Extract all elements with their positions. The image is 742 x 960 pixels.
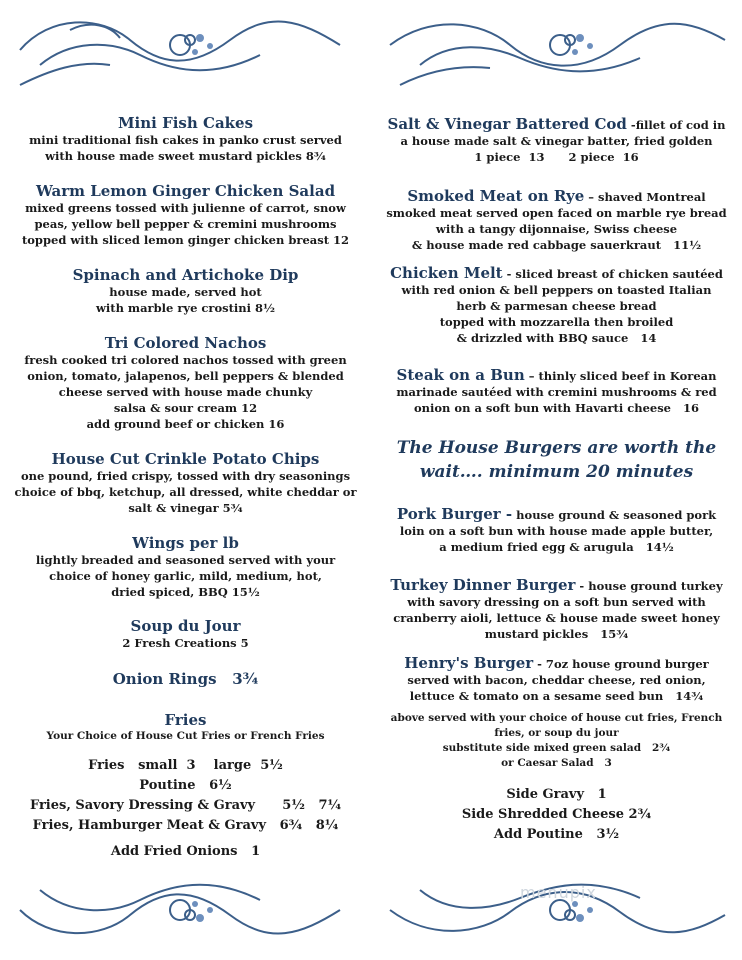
item-desc-line: served with bacon, cheddar cheese, red onion, [407,673,706,687]
menu-item-turkey-dinner-burger [371,575,742,642]
side-extras [371,785,742,845]
extra-line: Add Poutine 3½ [493,827,620,842]
menu-item-smoked-meat-on-rye [371,186,742,253]
menu-item-spinach-artichoke-dip [0,266,371,316]
item-desc-line: with marble rye crostini 8½ [95,301,276,315]
menu-item-crinkle-potato-chips [0,450,371,516]
item-desc-line: add ground beef or chicken 16 [86,417,285,431]
item-title: Soup du Jour [130,617,241,635]
menu-item-tri-colored-nachos [0,334,371,432]
item-lead: - house ground turkey [575,579,723,593]
menu-item-salt-vinegar-cod [371,114,742,165]
item-title: Henry's Burger [404,654,534,672]
burger-sides-note [371,711,742,771]
menu-item-onion-rings [0,670,371,688]
item-lead: - 7oz house ground burger [533,657,709,671]
menupix-watermark: menupix [520,883,597,902]
menu-item-wings [0,534,371,600]
fries-subtitle: Your Choice of House Cut Fries or French Fries [46,730,325,742]
fries-options [0,756,371,836]
item-desc-line: mustard pickles 15¾ [484,627,629,641]
fries-option: Poutine 6½ [139,778,232,793]
item-title: Mini Fish Cakes [117,114,254,132]
extra-line: Side Shredded Cheese 2¾ [461,807,652,822]
item-desc-line: choice of honey garlic, mild, medium, hot, [49,569,322,583]
menu-item-henrys-burger [371,653,742,704]
fries-option: Fries small 3 large 5½ [88,758,283,773]
item-title: House Cut Crinkle Potato Chips [51,450,320,468]
item-title: Tri Colored Nachos [104,334,267,352]
item-desc-line: loin on a soft bun with house made apple butter, [399,524,714,538]
item-title: Fries [164,711,207,729]
item-desc-line: herb & parmesan cheese bread [456,299,657,313]
top-left-swirl-ornament [10,10,350,90]
item-desc-line: a medium fried egg & arugula 14½ [439,540,674,554]
item-title: Pork Burger - [396,505,513,523]
burger-note-line: The House Burgers are worth the [396,438,717,458]
item-desc-line: smoked meat served open faced on marble rye bread [386,206,727,220]
menu-item-mini-fish-cakes [0,114,371,164]
item-title: Smoked Meat on Rye [407,187,585,205]
item-desc-line: mini traditional fish cakes in panko crust served [29,133,342,147]
bottom-right-swirl-ornament [380,870,730,950]
item-desc-line: topped with mozzarella then broiled [439,315,674,329]
item-desc-line: house made, served hot [109,285,262,299]
sides-note-line: or Caesar Salad 3 [501,757,612,769]
item-desc-line: one pound, fried crispy, tossed with dry seasonings [20,469,351,483]
item-title: Turkey Dinner Burger [390,576,576,594]
fries-option: Fries, Hamburger Meat & Gravy 6¾ 8¼ [32,818,339,833]
add-on-line: Add Fried Onions 1 [110,844,261,859]
item-title: Wings per lb [132,534,239,552]
item-desc-line: & drizzled with BBQ sauce 14 [456,331,657,345]
item-desc-line: a house made salt & vinegar batter, fried golden [400,134,713,148]
sides-note-line: above served with your choice of house cut fries, French [390,712,723,724]
menu-item-soup-du-jour [0,617,371,651]
item-title: Spinach and Artichoke Dip [72,266,299,284]
item-desc-line: with a tangy dijonnaise, Swiss cheese [435,222,678,236]
item-desc-line: 1 piece 13 2 piece 16 [474,150,639,164]
item-desc-line: choice of bbq, ketchup, all dressed, white cheddar or [14,485,357,499]
bottom-left-swirl-ornament [10,870,350,950]
menu-item-fries [0,711,371,744]
menu-item-warm-lemon-ginger-chicken-salad [0,182,371,248]
item-desc-line: cranberry aioli, lettuce & house made sweet honey [393,611,720,625]
item-desc-line: 2 Fresh Creations 5 [122,636,249,650]
item-lead: -fillet of cod in [626,118,726,132]
item-title: Chicken Melt [390,264,503,282]
item-desc-line: mixed greens tossed with julienne of carrot, snow [25,201,346,215]
item-desc-line: onion, tomato, jalapenos, bell peppers & blended [27,369,344,383]
item-desc-line: marinade sautéed with cremini mushrooms & red [396,385,717,399]
sides-note-line: substitute side mixed green salad 2¾ [442,742,671,754]
item-lead: – shaved Montreal [584,190,706,204]
item-desc-line: & house made red cabbage sauerkraut 11½ [411,238,702,252]
item-title: Steak on a Bun [396,366,525,384]
menu-item-chicken-melt [371,263,742,346]
sides-note-line: fries, or soup du jour [494,727,619,739]
item-desc-line: cheese served with house made chunky [58,385,313,399]
item-desc-line: onion on a soft bun with Havarti cheese 16 [413,401,700,415]
item-title: Warm Lemon Ginger Chicken Salad [35,182,336,200]
fries-option: Fries, Savory Dressing & Gravy 5½ 7¼ [29,798,342,813]
item-desc-line: salt & vinegar 5¾ [128,501,243,515]
burger-note-line: wait…. minimum 20 minutes [419,462,694,482]
item-desc-line: lightly breaded and seasoned served with your [35,553,336,567]
house-burgers-note [371,436,742,484]
item-title: Onion Rings 3¾ [112,670,259,688]
menu-item-steak-on-a-bun [371,365,742,416]
add-fried-onions [0,842,371,862]
top-right-swirl-ornament [380,10,730,90]
item-desc-line: with savory dressing on a soft bun served with [407,595,706,609]
item-desc-line: peas, yellow bell pepper & cremini mushrooms [34,217,337,231]
item-desc-line: topped with sliced lemon ginger chicken breast 12 [21,233,350,247]
item-desc-line: dried spiced, BBQ 15½ [111,585,260,599]
item-desc-line: salsa & sour cream 12 [113,401,258,415]
item-lead: – thinly sliced beef in Korean [524,369,717,383]
item-lead: - sliced breast of chicken sautéed [502,267,723,281]
item-lead: house ground & seasoned pork [512,508,717,522]
extra-line: Side Gravy 1 [506,787,607,802]
item-desc-line: fresh cooked tri colored nachos tossed with green [24,353,347,367]
item-title: Salt & Vinegar Battered Cod [387,115,627,133]
item-desc-line: lettuce & tomato on a sesame seed bun 14¾ [409,689,704,703]
item-desc-line: with red onion & bell peppers on toasted Italian [401,283,712,297]
menu-item-pork-burger [371,504,742,555]
item-desc-line: with house made sweet mustard pickles 8¾ [45,149,326,163]
